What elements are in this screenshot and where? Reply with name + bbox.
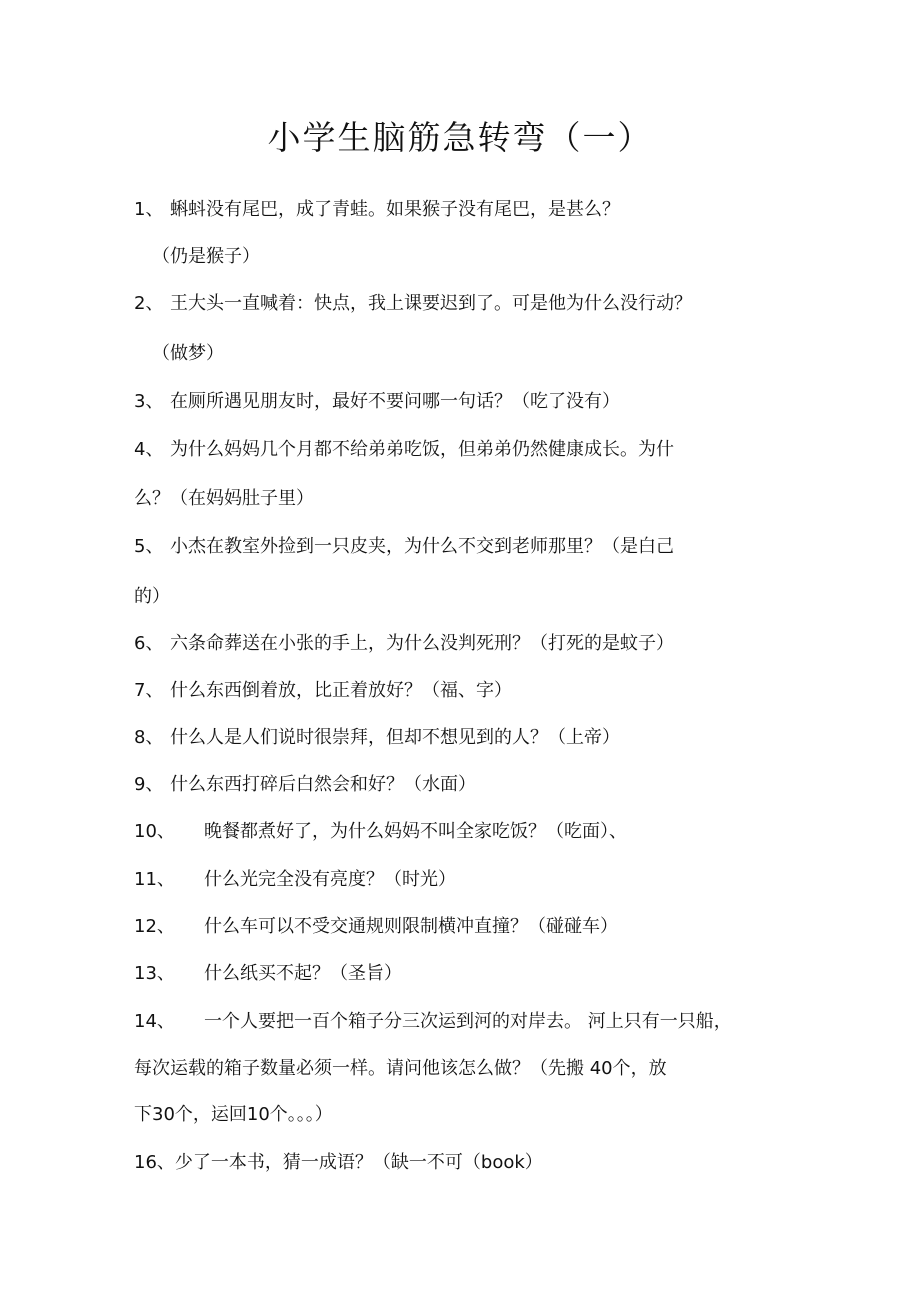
- item-text: 什么东西打碎后白然会和好？（水面）: [170, 774, 476, 795]
- item-number: 5、: [134, 536, 164, 557]
- item-text: 少了一本书，猜一成语？（缺一不可（book）: [174, 1152, 543, 1173]
- item-text: 蝌蚪没有尾巴，成了青蛙。如果猴子没有尾巴，是甚么？: [170, 199, 620, 220]
- item-text: 小杰在教室外捡到一只皮夹，为什么不交到老师那里？（是白己: [170, 536, 674, 557]
- item-number: 4、: [134, 439, 164, 460]
- item-number: 3、: [134, 391, 164, 412]
- item-number: 6、: [134, 633, 164, 654]
- item-number: 13、: [134, 963, 175, 984]
- item-continuation: （做梦）: [152, 343, 224, 364]
- list-item-6: [134, 632, 674, 656]
- item-number: 9、: [134, 774, 164, 795]
- item-text: 在厕所遇见朋友时，最好不要问哪一句话？（吃了没有）: [170, 391, 620, 412]
- item-number: 7、: [134, 680, 164, 701]
- item-continuation: （仍是猴子）: [152, 246, 260, 267]
- item-text: 什么光完全没有亮度？（时光）: [204, 869, 456, 890]
- item-text: 什么纸买不起？（圣旨）: [204, 963, 402, 984]
- item-number: 14、: [134, 1011, 175, 1032]
- item-number: 12、: [134, 916, 175, 937]
- item-continuation: 每次运载的箱子数量必须一样。请问他该怎么做？（先搬 40个，放: [134, 1058, 667, 1079]
- item-continuation: 么？（在妈妈肚子里）: [134, 488, 314, 509]
- list-item-16: [134, 1151, 543, 1175]
- list-item-5: [134, 535, 674, 559]
- item-number: 10、: [134, 821, 175, 842]
- item-text: 王大头一直喊着：快点，我上课要迟到了。可是他为什么没行动？: [170, 293, 692, 314]
- item-text: 什么人是人们说时很崇拜，但却不想见到的人？（上帝）: [170, 727, 620, 748]
- item-number: 1、: [134, 199, 164, 220]
- list-item-4: [134, 438, 674, 462]
- list-item-12: [134, 915, 618, 939]
- item-number: 11、: [134, 869, 175, 890]
- item-text: 晚餐都煮好了，为什么妈妈不叫全家吃饭？（吃面）、: [204, 821, 627, 842]
- list-item-14: [134, 1010, 732, 1034]
- list-item-3: [134, 390, 620, 414]
- list-item-8: [134, 726, 620, 750]
- list-item-10: [134, 820, 627, 844]
- list-item-2: [134, 292, 692, 316]
- list-item-1: [134, 198, 620, 222]
- page-title: 小学生脑筋急转弯（一）: [267, 118, 653, 157]
- item-number: 2、: [134, 293, 164, 314]
- item-continuation: 的）: [134, 586, 170, 607]
- item-continuation: 下30个，运回10个。。。）: [134, 1104, 333, 1125]
- item-number: 16、: [134, 1152, 175, 1173]
- item-text: 六条命葬送在小张的手上，为什么没判死刑？（打死的是蚊子）: [170, 633, 674, 654]
- item-number: 8、: [134, 727, 164, 748]
- item-text: 为什么妈妈几个月都不给弟弟吃饭，但弟弟仍然健康成长。为什: [170, 439, 674, 460]
- item-text: 一个人要把一百个箱子分三次运到河的对岸去。 河上只有一只船，: [204, 1011, 732, 1032]
- item-text: 什么东西倒着放，比正着放好？（福、字）: [170, 680, 512, 701]
- list-item-11: [134, 868, 456, 892]
- list-item-7: [134, 679, 512, 703]
- list-item-9: [134, 773, 476, 797]
- list-item-13: [134, 962, 402, 986]
- item-text: 什么车可以不受交通规则限制横冲直撞？（碰碰车）: [204, 916, 618, 937]
